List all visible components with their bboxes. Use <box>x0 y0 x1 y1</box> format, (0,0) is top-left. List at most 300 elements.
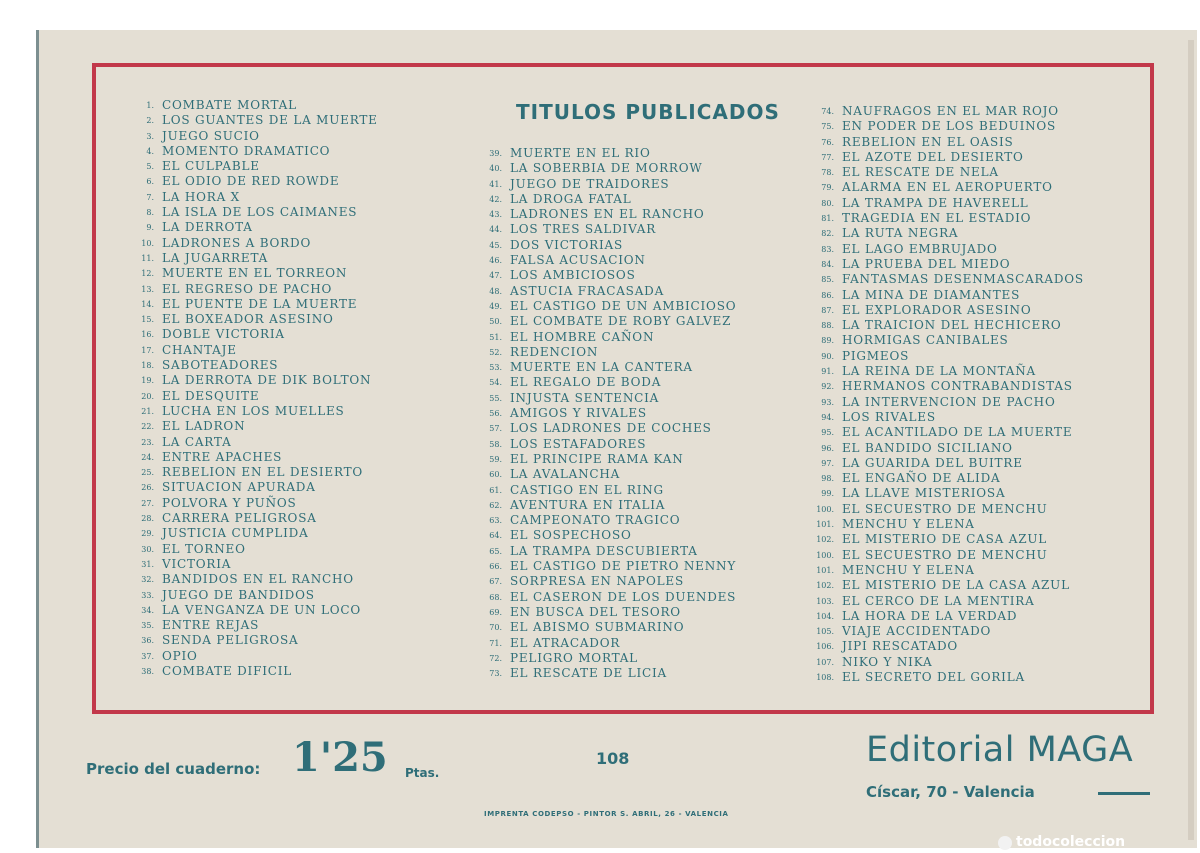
title-text: VIAJE ACCIDENTADO <box>842 624 992 639</box>
title-list-item <box>112 282 378 297</box>
title-list-item <box>460 268 736 283</box>
title-text: EL CASTIGO DE PIETRO NENNY <box>510 559 737 574</box>
title-text: EL MISTERIO DE LA CASA AZUL <box>842 578 1070 593</box>
title-list-item <box>792 364 1084 379</box>
title-number: 75. <box>821 122 834 132</box>
title-number: 62. <box>489 500 502 510</box>
title-list-item <box>792 563 1084 578</box>
title-number: 105. <box>816 627 834 637</box>
title-list-item <box>112 266 378 281</box>
title-text: ENTRE APACHES <box>162 449 283 464</box>
publisher-name: Editorial MAGA <box>866 730 1134 770</box>
title-list-item <box>792 150 1084 165</box>
title-list-item <box>792 456 1084 471</box>
titles-column-1 <box>112 98 378 679</box>
title-text: EL LAGO EMBRUJADO <box>842 241 998 256</box>
title-number: 102. <box>816 535 834 545</box>
title-list-item <box>460 421 736 436</box>
title-list-item <box>460 467 736 482</box>
title-text: LUCHA EN LOS MUELLES <box>162 403 345 418</box>
title-list-item <box>792 425 1084 440</box>
title-number: 38. <box>141 666 154 676</box>
title-number: 35. <box>141 621 154 631</box>
title-list-item <box>792 471 1084 486</box>
title-text: EL SECUESTRO DE MENCHU <box>842 547 1048 562</box>
title-text: JUEGO SUCIO <box>162 128 260 143</box>
title-text: EL PUENTE DE LA MUERTE <box>162 296 358 311</box>
price-unit: Ptas. <box>405 766 440 780</box>
title-list-item <box>460 559 736 574</box>
title-text: LOS RIVALES <box>842 409 936 424</box>
title-text: EL ENGAÑO DE ALIDA <box>842 471 1001 486</box>
title-list-item <box>112 480 378 495</box>
title-number: 34. <box>141 605 154 615</box>
watermark-text: todocoleccion <box>1016 834 1126 850</box>
title-list-item <box>112 174 378 189</box>
title-text: LA LLAVE MISTERIOSA <box>842 486 1006 501</box>
title-list-item <box>460 360 736 375</box>
title-number: 82. <box>821 229 834 239</box>
title-text: LA RUTA NEGRA <box>842 226 959 241</box>
title-text: JIPI RESCATADO <box>842 639 959 654</box>
title-list-item <box>112 327 378 342</box>
title-text: COMBATE DIFICIL <box>162 663 293 678</box>
title-text: EL REGRESO DE PACHO <box>162 281 333 296</box>
title-number: 5. <box>146 162 154 172</box>
title-list-item <box>112 496 378 511</box>
title-number: 28. <box>141 514 154 524</box>
title-list-item <box>460 161 736 176</box>
title-number: 45. <box>489 240 502 250</box>
title-number: 10. <box>141 238 154 248</box>
title-text: EL CULPABLE <box>162 159 260 174</box>
title-text: EL BANDIDO SICILIANO <box>842 440 1013 455</box>
title-text: REBELION EN EL DESIERTO <box>162 465 364 480</box>
title-text: ALARMA EN EL AEROPUERTO <box>842 180 1053 195</box>
title-text: LADRONES EN EL RANCHO <box>510 207 705 222</box>
title-list-item <box>112 190 378 205</box>
printer-imprint: IMPRENTA CODEPSO - PINTOR S. ABRIL, 26 - VALENCIA <box>484 810 729 818</box>
title-list-item <box>460 666 736 681</box>
title-list-item <box>460 330 736 345</box>
title-text: TRAGEDIA EN EL ESTADIO <box>842 211 1032 226</box>
title-text: EL MISTERIO DE CASA AZUL <box>842 532 1048 547</box>
title-number: 66. <box>489 562 502 572</box>
title-text: JUSTICIA CUMPLIDA <box>162 526 309 541</box>
title-number: 3. <box>146 131 154 141</box>
title-text: EL RESCATE DE LICIA <box>510 666 668 681</box>
title-list-item <box>112 588 378 603</box>
title-text: CASTIGO EN EL RING <box>510 482 664 497</box>
title-list-item <box>792 272 1084 287</box>
title-list-item <box>792 119 1084 134</box>
title-number: 9. <box>146 223 154 233</box>
publisher-address: Císcar, 70 - Valencia <box>866 783 1035 801</box>
title-number: 7. <box>146 192 154 202</box>
title-number: 49. <box>489 301 502 311</box>
title-list-item <box>112 649 378 664</box>
title-number: 44. <box>489 225 502 235</box>
title-number: 4. <box>146 146 154 156</box>
title-list-item <box>792 441 1084 456</box>
title-text: LA TRAMPA DE HAVERELL <box>842 195 1029 210</box>
title-text: MOMENTO DRAMATICO <box>162 143 331 158</box>
title-list-item <box>460 345 736 360</box>
title-list-item <box>112 98 378 113</box>
title-number: 72. <box>489 653 502 663</box>
title-list-item <box>460 391 736 406</box>
title-text: EL CERCO DE LA MENTIRA <box>842 593 1035 608</box>
title-number: 43. <box>489 210 502 220</box>
title-list-item <box>460 314 736 329</box>
title-list-item <box>792 639 1084 654</box>
title-number: 64. <box>489 531 502 541</box>
title-list-item <box>112 572 378 587</box>
title-text: EL COMBATE DE ROBY GALVEZ <box>510 314 732 329</box>
title-number: 33. <box>141 590 154 600</box>
title-list-item <box>112 419 378 434</box>
title-list-item <box>792 349 1084 364</box>
title-number: 88. <box>821 321 834 331</box>
title-text: LOS ESTAFADORES <box>510 436 647 451</box>
title-number: 46. <box>489 256 502 266</box>
title-text: CARRERA PELIGROSA <box>162 511 317 526</box>
title-text: SORPRESA EN NAPOLES <box>510 574 684 589</box>
title-list-item <box>460 605 736 620</box>
title-list-item <box>112 603 378 618</box>
title-list-item <box>792 104 1084 119</box>
title-list-item <box>792 257 1084 272</box>
title-text: MENCHU Y ELENA <box>842 517 975 532</box>
title-text: EL EXPLORADOR ASESINO <box>842 302 1032 317</box>
titles-column-2 <box>460 146 736 681</box>
title-number: 14. <box>141 299 154 309</box>
title-text: EL TORNEO <box>162 541 246 556</box>
watermark-logo-icon <box>998 836 1012 850</box>
title-number: 41. <box>489 179 502 189</box>
title-text: LA CARTA <box>162 434 232 449</box>
title-text: LA DERROTA DE DIK BOLTON <box>162 373 372 388</box>
title-text: DOS VICTORIAS <box>510 237 623 252</box>
title-text: EL CASTIGO DE UN AMBICIOSO <box>510 298 737 313</box>
title-list-item <box>460 498 736 513</box>
title-list-item <box>792 502 1084 517</box>
title-text: EL PRINCIPE RAMA KAN <box>510 451 684 466</box>
title-list-item <box>112 205 378 220</box>
title-list-item <box>792 624 1084 639</box>
title-number: 12. <box>141 269 154 279</box>
title-number: 59. <box>489 454 502 464</box>
title-list-item <box>112 297 378 312</box>
title-text: HERMANOS CONTRABANDISTAS <box>842 379 1073 394</box>
title-number: 57. <box>489 424 502 434</box>
title-list-item <box>112 404 378 419</box>
title-list-item <box>792 196 1084 211</box>
title-number: 29. <box>141 529 154 539</box>
title-list-item <box>112 511 378 526</box>
title-text: PELIGRO MORTAL <box>510 650 638 665</box>
title-text: LA INTERVENCION DE PACHO <box>842 394 1056 409</box>
title-list-item <box>460 513 736 528</box>
title-list-item <box>460 452 736 467</box>
title-number: 93. <box>821 397 834 407</box>
title-list-item <box>792 486 1084 501</box>
title-number: 63. <box>489 516 502 526</box>
title-number: 61. <box>489 485 502 495</box>
title-text: LA ISLA DE LOS CAIMANES <box>162 205 358 220</box>
titles-heading: TITULOS PUBLICADOS <box>516 100 780 124</box>
title-list-item <box>460 651 736 666</box>
title-text: BANDIDOS EN EL RANCHO <box>162 572 354 587</box>
title-list-item <box>792 226 1084 241</box>
title-text: LA GUARIDA DEL BUITRE <box>842 455 1023 470</box>
title-number: 19. <box>141 376 154 386</box>
title-text: VICTORIA <box>162 556 232 571</box>
title-text: EL REGALO DE BODA <box>510 375 662 390</box>
title-number: 27. <box>141 498 154 508</box>
title-text: NAUFRAGOS EN EL MAR ROJO <box>842 104 1059 118</box>
title-list-item <box>792 395 1084 410</box>
title-text: EL ODIO DE RED ROWDE <box>162 174 340 189</box>
title-text: JUEGO DE TRAIDORES <box>510 176 670 191</box>
title-number: 20. <box>141 391 154 401</box>
title-text: MUERTE EN LA CANTERA <box>510 360 693 375</box>
title-list-item <box>112 526 378 541</box>
title-number: 104. <box>816 611 834 621</box>
title-number: 26. <box>141 483 154 493</box>
title-text: LOS AMBICIOSOS <box>510 268 636 283</box>
title-text: LOS LADRONES DE COCHES <box>510 421 712 436</box>
title-number: 13. <box>141 284 154 294</box>
title-number: 101. <box>816 565 834 575</box>
title-list-item <box>460 636 736 651</box>
title-list-item <box>112 557 378 572</box>
title-number: 95. <box>821 428 834 438</box>
title-list-item <box>792 609 1084 624</box>
title-number: 25. <box>141 468 154 478</box>
issue-number: 108 <box>596 749 630 768</box>
title-number: 85. <box>821 275 834 285</box>
title-number: 84. <box>821 259 834 269</box>
title-list-item <box>792 303 1084 318</box>
title-list-item <box>112 358 378 373</box>
title-list-item <box>792 548 1084 563</box>
title-text: FANTASMAS DESENMASCARADOS <box>842 272 1084 287</box>
title-number: 42. <box>489 194 502 204</box>
title-number: 60. <box>489 470 502 480</box>
title-list-item <box>112 144 378 159</box>
title-number: 22. <box>141 422 154 432</box>
title-number: 54. <box>489 378 502 388</box>
title-list-item <box>112 129 378 144</box>
title-number: 8. <box>146 208 154 218</box>
title-list-item <box>112 159 378 174</box>
title-text: EL RESCATE DE NELA <box>842 165 999 180</box>
title-text: LOS GUANTES DE LA MUERTE <box>162 113 378 128</box>
title-number: 65. <box>489 546 502 556</box>
title-number: 47. <box>489 271 502 281</box>
title-text: EL ABISMO SUBMARINO <box>510 620 685 635</box>
title-number: 23. <box>141 437 154 447</box>
title-list-item <box>460 238 736 253</box>
title-list-item <box>112 633 378 648</box>
title-number: 71. <box>489 638 502 648</box>
title-list-item <box>460 192 736 207</box>
title-list-item <box>792 517 1084 532</box>
title-text: EL SOSPECHOSO <box>510 528 632 543</box>
title-text: LOS TRES SALDIVAR <box>510 222 657 237</box>
title-text: SENDA PELIGROSA <box>162 633 299 648</box>
title-list-item <box>112 465 378 480</box>
title-number: 40. <box>489 164 502 174</box>
title-number: 70. <box>489 623 502 633</box>
title-number: 18. <box>141 361 154 371</box>
title-number: 53. <box>489 363 502 373</box>
title-number: 32. <box>141 575 154 585</box>
title-number: 83. <box>821 244 834 254</box>
title-number: 108. <box>816 672 834 682</box>
title-text: LA SOBERBIA DE MORROW <box>510 161 703 176</box>
title-text: LA DROGA FATAL <box>510 191 632 206</box>
title-number: 15. <box>141 315 154 325</box>
title-list-item <box>112 389 378 404</box>
title-text: EL CASERON DE LOS DUENDES <box>510 589 737 604</box>
title-number: 76. <box>821 137 834 147</box>
title-number: 51. <box>489 332 502 342</box>
title-text: NIKO Y NIKA <box>842 654 933 669</box>
title-list-item <box>460 528 736 543</box>
title-text: EL DESQUITE <box>162 388 260 403</box>
title-number: 16. <box>141 330 154 340</box>
title-text: LA DERROTA <box>162 220 253 235</box>
title-text: EL AZOTE DEL DESIERTO <box>842 149 1024 164</box>
title-text: DOBLE VICTORIA <box>162 327 285 342</box>
title-text: MUERTE EN EL TORREON <box>162 266 348 281</box>
title-number: 11. <box>141 253 154 263</box>
title-list-item <box>460 177 736 192</box>
title-number: 102. <box>816 581 834 591</box>
title-number: 55. <box>489 393 502 403</box>
title-number: 6. <box>146 177 154 187</box>
title-text: LA HORA DE LA VERDAD <box>842 608 1018 623</box>
title-text: CHANTAJE <box>162 342 237 357</box>
price-label: Precio del cuaderno: <box>86 760 261 778</box>
title-list-item <box>112 220 378 235</box>
title-text: EL SECUESTRO DE MENCHU <box>842 501 1048 516</box>
title-list-item <box>460 406 736 421</box>
title-number: 36. <box>141 636 154 646</box>
title-number: 21. <box>141 406 154 416</box>
title-list-item <box>792 670 1084 685</box>
title-list-item <box>792 333 1084 348</box>
title-list-item <box>792 410 1084 425</box>
title-text: MUERTE EN EL RIO <box>510 146 651 160</box>
title-text: CAMPEONATO TRAGICO <box>510 513 681 528</box>
title-text: HORMIGAS CANIBALES <box>842 333 1009 348</box>
title-number: 1. <box>146 101 154 110</box>
title-number: 67. <box>489 577 502 587</box>
title-list-item <box>112 435 378 450</box>
title-text: LA TRAMPA DESCUBIERTA <box>510 543 698 558</box>
title-text: SABOTEADORES <box>162 358 279 373</box>
title-list-item <box>460 574 736 589</box>
title-list-item <box>460 207 736 222</box>
address-rule <box>1098 792 1150 795</box>
title-list-item <box>460 284 736 299</box>
title-list-item <box>792 594 1084 609</box>
title-text: JUEGO DE BANDIDOS <box>162 587 315 602</box>
title-text: PIGMEOS <box>842 348 910 363</box>
title-text: FALSA ACUSACION <box>510 253 646 268</box>
title-list-item <box>792 318 1084 333</box>
title-list-item <box>112 236 378 251</box>
title-text: LA HORA X <box>162 189 241 204</box>
title-number: 56. <box>489 409 502 419</box>
title-list-item <box>112 312 378 327</box>
title-list-item <box>112 373 378 388</box>
title-number: 37. <box>141 651 154 661</box>
title-number: 31. <box>141 559 154 569</box>
title-text: EN PODER DE LOS BEDUINOS <box>842 119 1057 134</box>
title-number: 17. <box>141 345 154 355</box>
title-text: EL ATRACADOR <box>510 635 621 650</box>
title-text: POLVORA Y PUÑOS <box>162 495 297 510</box>
title-number: 86. <box>821 290 834 300</box>
title-text: EL LADRON <box>162 419 246 434</box>
title-number: 81. <box>821 214 834 224</box>
title-text: LADRONES A BORDO <box>162 235 312 250</box>
title-list-item <box>112 542 378 557</box>
title-number: 92. <box>821 382 834 392</box>
title-list-item <box>112 450 378 465</box>
title-list-item <box>460 483 736 498</box>
title-text: INJUSTA SENTENCIA <box>510 390 660 405</box>
title-number: 79. <box>821 183 834 193</box>
title-number: 98. <box>821 474 834 484</box>
title-list-item <box>792 135 1084 150</box>
title-text: REBELION EN EL OASIS <box>842 134 1014 149</box>
title-number: 94. <box>821 412 834 422</box>
title-text: COMBATE MORTAL <box>162 98 297 112</box>
title-text: EL SECRETO DEL GORILA <box>842 669 1025 684</box>
title-list-item <box>112 251 378 266</box>
title-number: 107. <box>816 657 834 667</box>
title-list-item <box>112 113 378 128</box>
title-number: 52. <box>489 347 502 357</box>
title-list-item <box>460 375 736 390</box>
title-number: 100. <box>816 550 834 560</box>
title-text: LA REINA DE LA MONTAÑA <box>842 364 1037 379</box>
title-list-item <box>460 620 736 635</box>
title-number: 80. <box>821 198 834 208</box>
title-list-item <box>460 299 736 314</box>
title-text: AMIGOS Y RIVALES <box>510 406 647 421</box>
title-number: 73. <box>489 669 502 679</box>
title-list-item <box>112 343 378 358</box>
title-text: LA JUGARRETA <box>162 250 269 265</box>
title-list-item <box>460 544 736 559</box>
title-list-item <box>792 655 1084 670</box>
title-number: 24. <box>141 452 154 462</box>
title-number: 106. <box>816 642 834 652</box>
title-text: MENCHU Y ELENA <box>842 562 975 577</box>
title-text: SITUACION APURADA <box>162 480 316 495</box>
title-list-item <box>112 664 378 679</box>
page-edge <box>1188 40 1194 840</box>
title-text: LA PRUEBA DEL MIEDO <box>842 256 1011 271</box>
title-list-item <box>792 180 1084 195</box>
title-list-item <box>460 146 736 161</box>
